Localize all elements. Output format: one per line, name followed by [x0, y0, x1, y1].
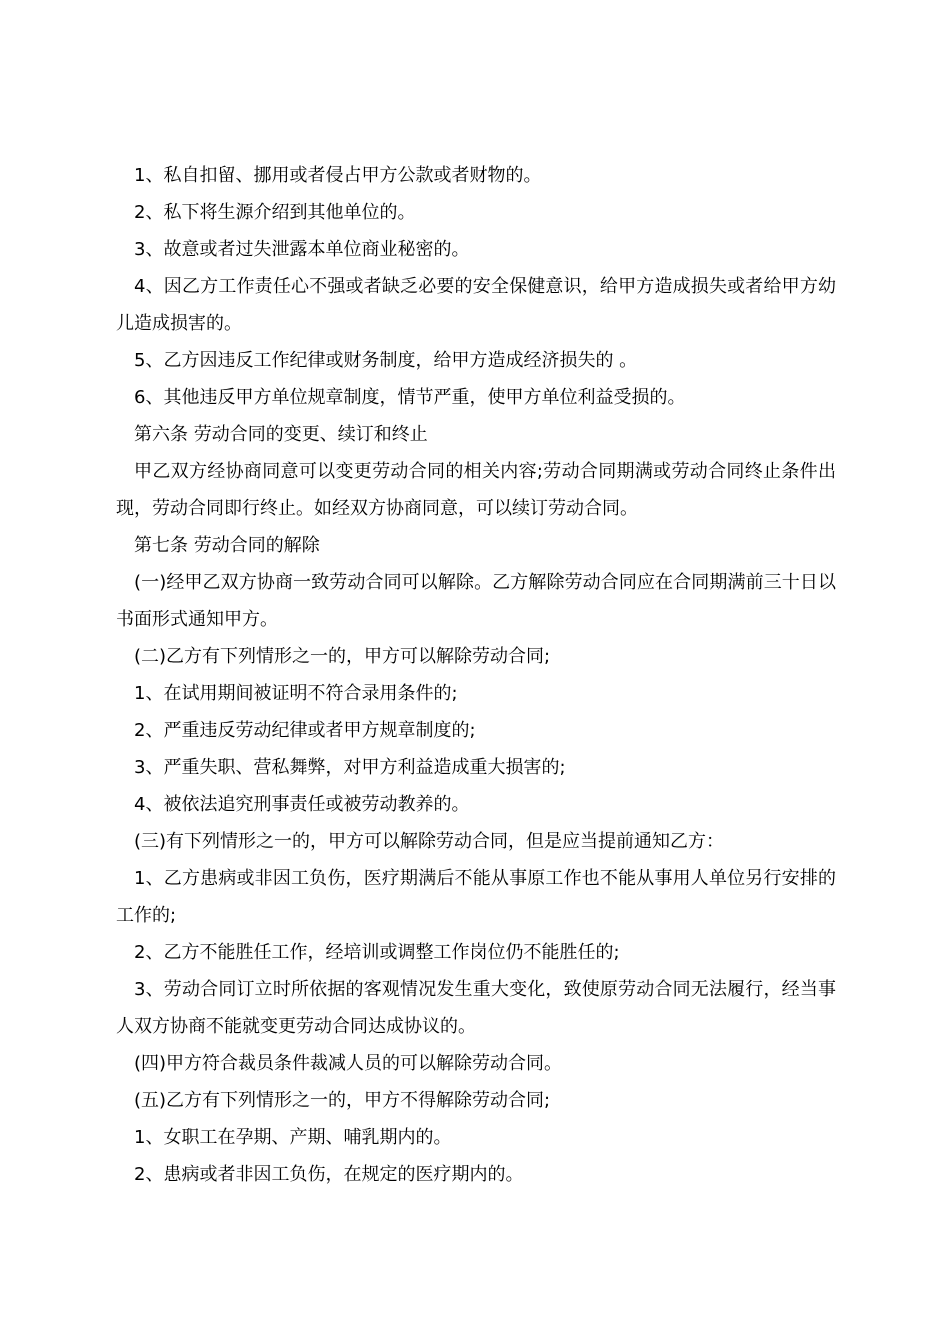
- paragraph: 3、严重失职、营私舞弊，对甲方利益造成重大损害的;: [134, 757, 566, 778]
- paragraph: 2、严重违反劳动纪律或者甲方规章制度的;: [134, 720, 476, 741]
- paragraph: (三)有下列情形之一的，甲方可以解除劳动合同，但是应当提前通知乙方：: [134, 831, 725, 852]
- paragraph: 3、劳动合同订立时所依据的客观情况发生重大变化，致使原劳动合同无法履行，经当事人双方协商不能就变更劳动合同达成协议的。: [116, 979, 836, 1037]
- paragraph: 6、其他违反甲方单位规章制度，情节严重，使甲方单位利益受损的。: [134, 387, 686, 408]
- paragraph: (五)乙方有下列情形之一的，甲方不得解除劳动合同;: [134, 1090, 551, 1111]
- paragraph: 3、故意或者过失泄露本单位商业秘密的。: [134, 239, 470, 260]
- paragraph: 1、私自扣留、挪用或者侵占甲方公款或者财物的。: [134, 165, 542, 186]
- paragraph: 1、女职工在孕期、产期、哺乳期内的。: [134, 1127, 452, 1148]
- paragraph: (四)甲方符合裁员条件裁减人员的可以解除劳动合同。: [134, 1053, 563, 1074]
- paragraph: 4、被依法追究刑事责任或被劳动教养的。: [134, 794, 470, 815]
- paragraph: 4、因乙方工作责任心不强或者缺乏必要的安全保健意识，给甲方造成损失或者给甲方幼儿造成损害的。: [116, 276, 836, 334]
- paragraph: 1、在试用期间被证明不符合录用条件的;: [134, 683, 458, 704]
- paragraph: 甲乙双方经协商同意可以变更劳动合同的相关内容;劳动合同期满或劳动合同终止条件出现，劳动合同即行终止。如经双方协商同意，可以续订劳动合同。: [116, 461, 836, 519]
- paragraph: 2、乙方不能胜任工作，经培训或调整工作岗位仍不能胜任的;: [134, 942, 620, 963]
- paragraph: 5、乙方因违反工作纪律或财务制度，给甲方造成经济损失的 。: [134, 350, 638, 371]
- paragraph: 2、患病或者非因工负伤，在规定的医疗期内的。: [134, 1164, 524, 1185]
- paragraph: (二)乙方有下列情形之一的，甲方可以解除劳动合同;: [134, 646, 551, 667]
- paragraph: (一)经甲乙双方协商一致劳动合同可以解除。乙方解除劳动合同应在合同期满前三十日以书面形式通知甲方。: [116, 572, 836, 630]
- article-heading: 第七条 劳动合同的解除: [134, 535, 320, 556]
- document-page: [116, 157, 836, 1193]
- article-heading: 第六条 劳动合同的变更、续订和终止: [134, 424, 428, 445]
- paragraph: 2、私下将生源介绍到其他单位的。: [134, 202, 416, 223]
- paragraph: 1、乙方患病或非因工负伤，医疗期满后不能从事原工作也不能从事用人单位另行安排的工作的;: [116, 868, 836, 926]
